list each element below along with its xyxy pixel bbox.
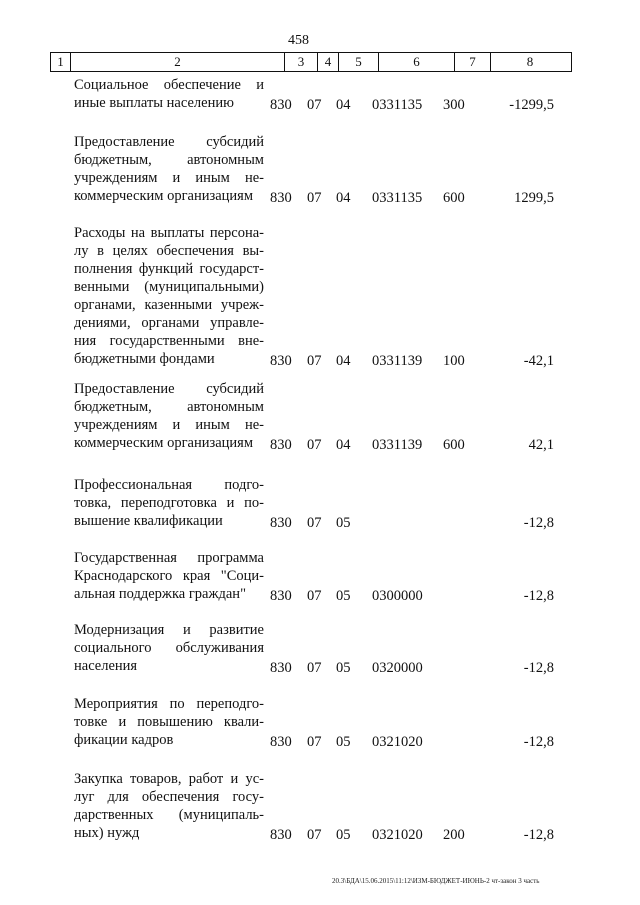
description-line: бюджетным, автономным — [74, 152, 264, 168]
cell-expense-type-code: 600 — [443, 190, 465, 206]
cell-expense-type-code: 300 — [443, 97, 465, 113]
cell-amount: 1299,5 — [514, 190, 554, 206]
cell-section-code: 07 — [307, 437, 322, 453]
cell-amount: -12,8 — [523, 734, 554, 750]
cell-expense-type-code: 600 — [443, 437, 465, 453]
cell-target-article-code: 0331139 — [372, 353, 423, 369]
cell-amount: -12,8 — [523, 827, 554, 843]
cell-target-article-code: 0321020 — [372, 734, 423, 750]
header-col-3: 3 — [285, 53, 318, 71]
cell-target-article-code: 0331139 — [372, 437, 423, 453]
cell-ministry-code: 830 — [270, 437, 292, 453]
row-description — [74, 133, 264, 205]
cell-expense-type-code: 200 — [443, 827, 465, 843]
description-line: Мероприятия по переподго- — [74, 696, 264, 712]
cell-ministry-code: 830 — [270, 660, 292, 676]
cell-target-article-code: 0320000 — [372, 660, 423, 676]
cell-section-code: 07 — [307, 190, 322, 206]
description-line: полнения функций государст- — [74, 261, 264, 277]
row-description — [74, 476, 264, 530]
description-line: Предоставление субсидий — [74, 381, 264, 397]
description-line: луг для обеспечения госу- — [74, 789, 264, 805]
description-line: альная поддержка граждан" — [74, 586, 246, 602]
description-line: органами, казенными учреж- — [74, 297, 264, 313]
cell-subsection-code: 04 — [336, 353, 351, 369]
footer-filepath: 20.3\БДА\15.06.2015\11:12\ИЗМ-БЮДЖЕТ-ИЮНЬ-2 чт-закон 3 часть — [332, 877, 540, 885]
description-line: фикации кадров — [74, 732, 174, 748]
cell-subsection-code: 05 — [336, 588, 351, 604]
cell-expense-type-code: 100 — [443, 353, 465, 369]
cell-ministry-code: 830 — [270, 190, 292, 206]
description-line: венными (муниципальными) — [74, 279, 264, 295]
row-description — [74, 224, 264, 368]
description-line: бюджетными фондами — [74, 351, 215, 367]
row-description — [74, 76, 264, 112]
row-description — [74, 695, 264, 749]
cell-amount: -12,8 — [523, 515, 554, 531]
header-col-1: 1 — [51, 53, 71, 71]
cell-section-code: 07 — [307, 353, 322, 369]
cell-section-code: 07 — [307, 734, 322, 750]
cell-section-code: 07 — [307, 515, 322, 531]
cell-amount: 42,1 — [528, 437, 554, 453]
description-line: коммерческим организациям — [74, 188, 254, 204]
cell-ministry-code: 830 — [270, 827, 292, 843]
cell-target-article-code: 0300000 — [372, 588, 423, 604]
cell-section-code: 07 — [307, 588, 322, 604]
description-line: дарственных (муниципаль- — [74, 807, 264, 823]
header-col-2: 2 — [71, 53, 285, 71]
description-line: Профессиональная подго- — [74, 477, 264, 493]
header-col-4: 4 — [318, 53, 339, 71]
row-description — [74, 549, 264, 603]
header-col-5: 5 — [339, 53, 379, 71]
description-line: Предоставление субсидий — [74, 134, 264, 150]
cell-subsection-code: 04 — [336, 97, 351, 113]
description-line: бюджетным, автономным — [74, 399, 264, 415]
description-line: вышение квалификации — [74, 513, 223, 529]
cell-ministry-code: 830 — [270, 734, 292, 750]
header-col-8: 8 — [526, 54, 534, 69]
cell-subsection-code: 05 — [336, 734, 351, 750]
description-line: социального обслуживания — [74, 640, 264, 656]
description-line: товке и повышению квали- — [74, 714, 264, 730]
cell-subsection-code: 05 — [336, 660, 351, 676]
description-line: населения — [74, 658, 138, 674]
description-line: лу в целях обеспечения вы- — [74, 243, 264, 259]
cell-amount: -12,8 — [523, 588, 554, 604]
row-description — [74, 770, 264, 842]
cell-ministry-code: 830 — [270, 588, 292, 604]
cell-target-article-code: 0331135 — [372, 190, 423, 206]
description-line: ния государственными вне- — [74, 333, 264, 349]
cell-ministry-code: 830 — [270, 97, 292, 113]
description-line: Социальное обеспечение и — [74, 77, 264, 93]
description-line: иные выплаты населению — [74, 95, 234, 111]
row-description — [74, 621, 264, 675]
description-line: учреждениям и иным не- — [74, 170, 264, 186]
cell-ministry-code: 830 — [270, 353, 292, 369]
cell-subsection-code: 04 — [336, 437, 351, 453]
cell-section-code: 07 — [307, 660, 322, 676]
cell-amount: -1299,5 — [509, 97, 554, 113]
cell-amount: -12,8 — [523, 660, 554, 676]
description-line: дениями, органами управле- — [74, 315, 264, 331]
cell-subsection-code: 04 — [336, 190, 351, 206]
cell-subsection-code: 05 — [336, 827, 351, 843]
header-col-6: 6 — [379, 53, 455, 71]
cell-target-article-code: 0331135 — [372, 97, 423, 113]
description-line: Модернизация и развитие — [74, 622, 264, 638]
description-line: ных) нужд — [74, 825, 140, 841]
cell-section-code: 07 — [307, 827, 322, 843]
cell-subsection-code: 05 — [336, 515, 351, 531]
header-col-7: 7 — [455, 53, 491, 71]
description-line: Краснодарского края "Соци- — [74, 568, 264, 584]
table-header — [50, 52, 572, 72]
description-line: учреждениям и иным не- — [74, 417, 264, 433]
row-description — [74, 380, 264, 452]
description-line: Расходы на выплаты персона- — [74, 225, 264, 241]
description-line: Закупка товаров, работ и ус- — [74, 771, 264, 787]
description-line: товка, переподготовка и по- — [74, 495, 264, 511]
page-number: 458 — [288, 33, 309, 48]
description-line: коммерческим организациям — [74, 435, 254, 451]
cell-section-code: 07 — [307, 97, 322, 113]
cell-target-article-code: 0321020 — [372, 827, 423, 843]
cell-amount: -42,1 — [523, 353, 554, 369]
description-line: Государственная программа — [74, 550, 264, 566]
cell-ministry-code: 830 — [270, 515, 292, 531]
